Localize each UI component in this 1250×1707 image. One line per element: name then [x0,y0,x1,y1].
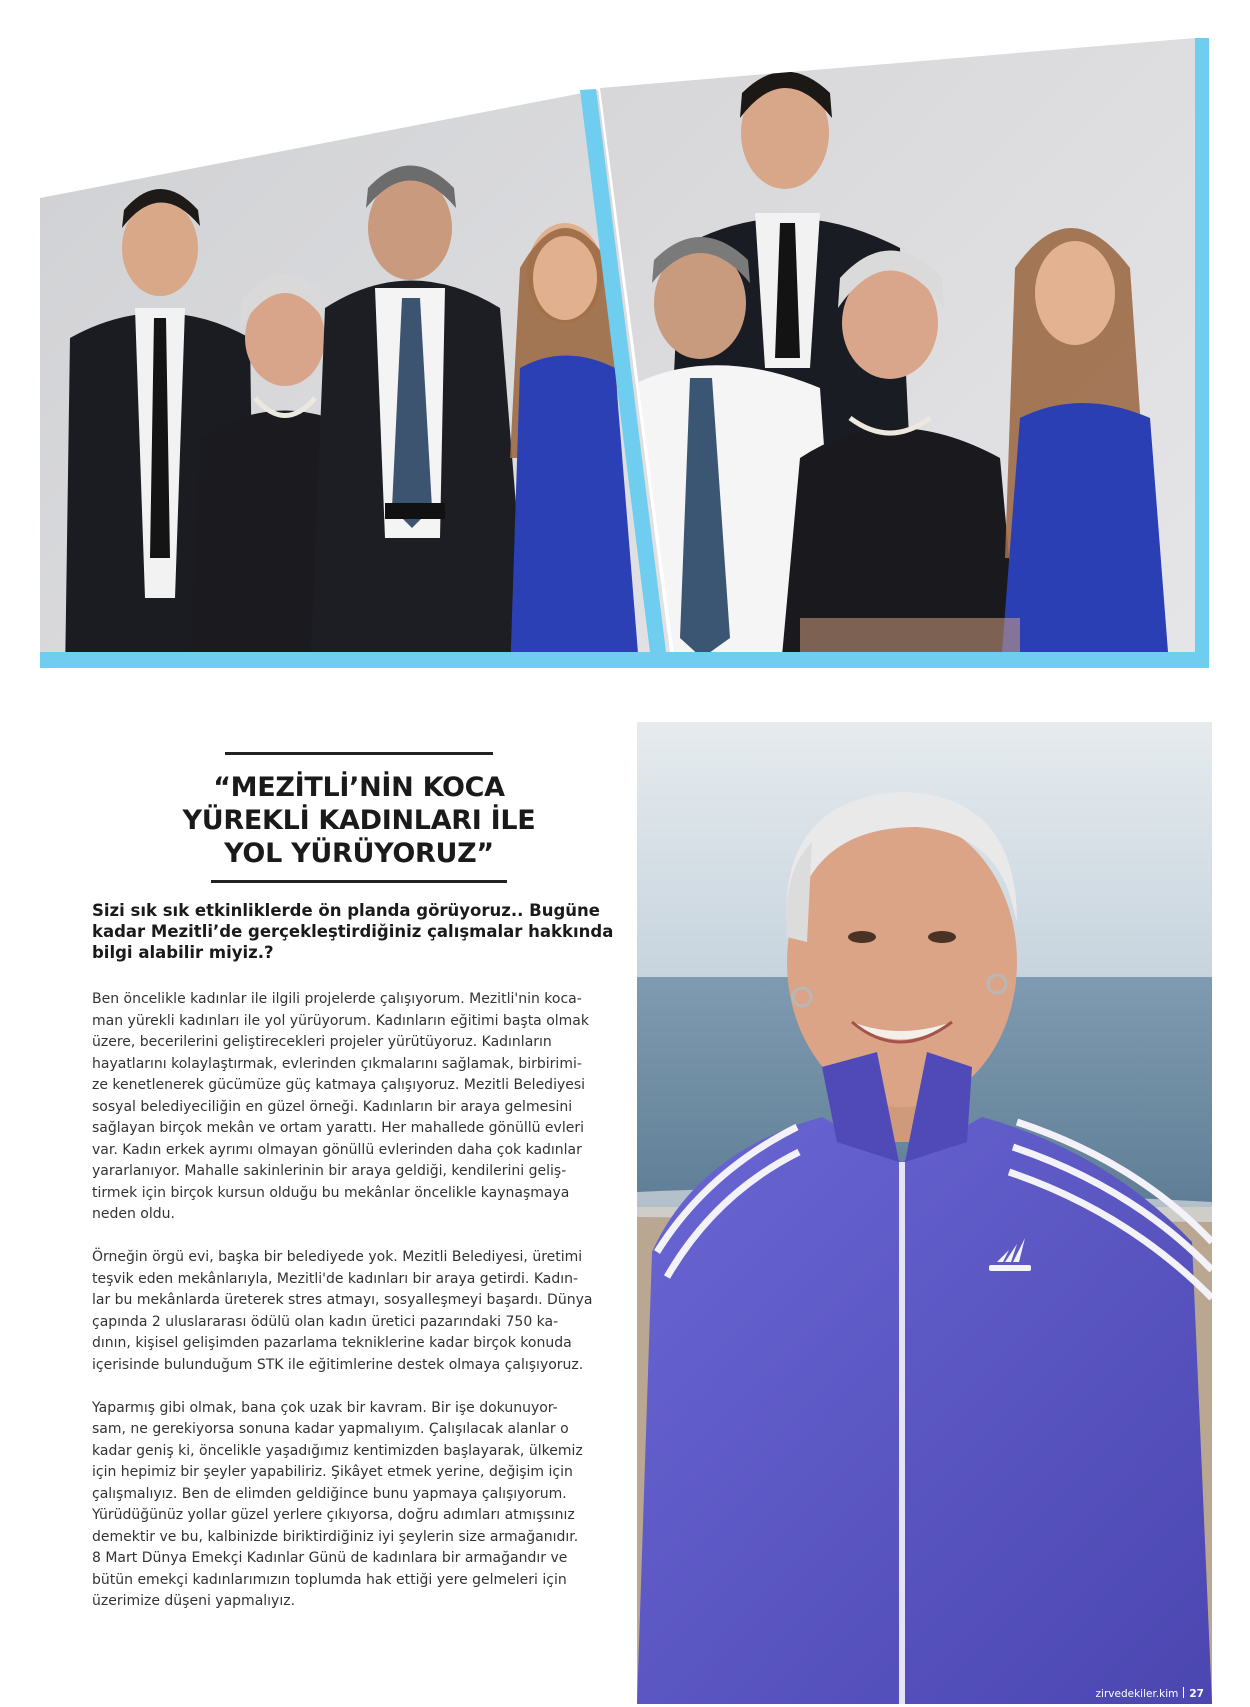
family-photo-banner [40,38,1212,706]
question-line: Sizi sık sık etkinliklerde ön planda görüyoruz.. Bugüne [92,901,600,920]
body-line: dının, kişisel gelişimden pazarlama tekniklerine kadar birçok konuda [92,1335,572,1351]
headline-rule-top [225,752,493,755]
body-line: Ben öncelikle kadınlar ile ilgili projelerde çalışıyorum. Mezitli'nin koca- [92,991,582,1007]
body-line: kadar geniş ki, öncelikle yaşadığımız kentimizden başlayarak, ülkemiz [92,1442,583,1459]
photo-frame-right [1195,38,1209,668]
headline-line-2: YÜREKLİ KADINLARI İLE [182,805,536,836]
body-line: teşvik eden mekânlarıyla, Mezitli'de kadınları bir araya getirdi. Kadın- [92,1270,579,1287]
body-line: yararlanıyor. Mahalle sakinlerinin bir araya geldiği, kendilerini geliş- [92,1163,567,1179]
body-line: var. Kadın erkek ayrımı olmayan gönüllü evlerinden daha çok kadınlar [92,1141,582,1158]
body-line: için hepimiz bir şeyler yapabiliriz. Şikâyet etmek yerine, değişim için [92,1464,573,1480]
body-line: üzerimize düşeni yapmalıyız. [92,1593,296,1609]
body-line: ze kenetlenerek gücümüze güç katmaya çalışıyoruz. Mezitli Belediyesi [92,1077,586,1093]
body-line: bütün emekçi kadınlarımızın toplumda hak ettiği yere gelmeleri için [92,1571,567,1588]
photo-frame-bottom [40,652,1209,668]
headline-rule-bottom [211,880,507,883]
body-line: neden oldu. [92,1206,175,1222]
body-line: hayatlarını kolaylaştırmak, evlerinden çıkmalarını sağlamak, birbirimi- [92,1055,582,1072]
body-paragraph-2 [92,1247,632,1376]
body-line: sağlayan birçok mekân ve ortam yarattı. Her mahallede gönüllü evleri [92,1120,584,1136]
question-line: bilgi alabilir miyiz.? [92,943,274,962]
family-photos-svg [40,38,1212,706]
body-line: lar bu mekânlarda üreterek stres atmayı, sosyalleşmeyi başardı. Dünya [92,1292,593,1308]
interview-question [92,900,622,963]
body-line: çapında 2 uluslararası ödülü olan kadın üretici pazarındaki 750 ka- [92,1313,559,1330]
family-photo-standing [40,38,680,678]
body-line: 8 Mart Dünya Emekçi Kadınlar Günü de kadınlara bir armağandır ve [92,1550,568,1566]
article-body [92,989,632,1634]
body-line: sam, ne gerekiyorsa sonuna kadar yapmalıyım. Çalışılacak alanlar o [92,1421,569,1437]
body-line: içerisinde bulunduğum STK ile eğitimlerine destek olmaya çalışıyoruz. [92,1356,584,1373]
body-paragraph-1 [92,989,632,1226]
page-footer [1096,1687,1204,1700]
body-line: demektir ve bu, kalbinizde biriktirdiğiniz iyi şeylerin size armağanıdır. [92,1528,579,1545]
body-paragraph-3 [92,1398,632,1613]
body-line: Örneğin örgü evi, başka bir belediyede yok. Mezitli Belediyesi, üretimi [92,1249,583,1265]
portrait-photo-svg [637,722,1212,1704]
page-number: 27 [1189,1688,1204,1700]
article-headline [150,752,568,883]
headline-line-1: “MEZİTLİ’NİN KOCA [213,772,505,803]
question-line: kadar Mezitli’de gerçekleştirdiğiniz çalışmalar hakkında [92,922,614,941]
body-line: tirmek için birçok kursun olduğu bu mekânlar öncelikle kaynaşmaya [92,1184,570,1201]
body-line: çalışmalıyız. Ben de elimden geldiğince bunu yapmaya çalışıyorum. [92,1485,567,1502]
body-line: üzere, becerilerini geliştirecekleri projeler yürütüyoruz. Kadınların [92,1034,552,1050]
footer-separator [1183,1687,1184,1698]
portrait-photo [637,722,1212,1704]
footer-site: zirvedekiler.kim [1095,1688,1179,1700]
body-line: sosyal belediyeciliğin en güzel örneği. Kadınların bir araya gelmesini [92,1098,573,1115]
body-line: Yürüdüğünüz yollar güzel yerlere çıkıyorsa, doğru adımları atmışsınız [92,1507,575,1523]
body-line: Yaparmış gibi olmak, bana çok uzak bir kavram. Bir işe dokunuyor- [92,1399,558,1416]
body-line: man yürekli kadınları ile yol yürüyorum. Kadınların eğitimi başta olmak [92,1012,589,1029]
headline-line-3: YOL YÜRÜYORUZ” [224,838,494,869]
family-photo-seated [580,38,1212,678]
